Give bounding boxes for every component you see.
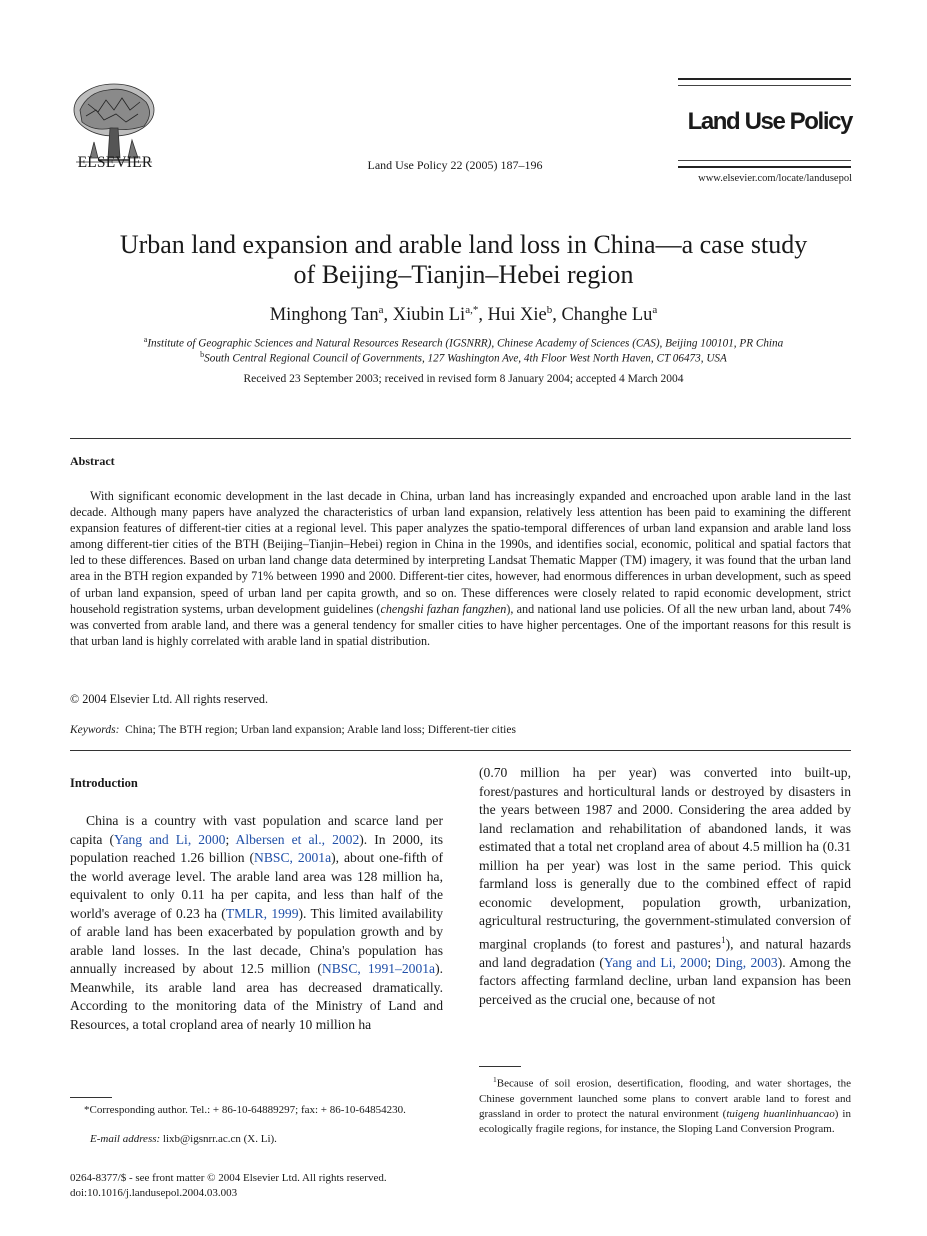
email-note [90,1133,277,1145]
section-divider [70,438,851,439]
article-history: Received 23 September 2003; received in revised form 8 January 2004; accepted 4 March 2004 [243,373,684,385]
email-label: E-mail address: [90,1133,161,1145]
text-run: ; [707,954,716,970]
journal-rule [678,85,851,86]
body-column-left [70,812,443,1034]
author-separator: , [478,305,488,326]
title-line: of Beijing–Tianjin–Hebei region [293,260,634,289]
corresponding-author-note: *Corresponding author. Tel.: + 86-10-64889297; fax: + 86-10-64854230. [84,1104,406,1116]
journal-rule [678,160,851,161]
publisher-name: ELSEVIER [77,154,153,171]
email-address[interactable]: lixb@igsnrr.ac.cn (X. Li). [162,1133,277,1145]
body-column-right [479,764,851,1009]
author-name[interactable]: Minghong Tan [269,305,379,326]
abstract-text-part: ), and national land use policies. Of all the new urban land, about 74% was converted from arable land, and there was a general tendency for smaller cities to have higher percentages. One of the important reasons for this result is that urban land is highly correlated with arable land in spatial distribution. [70,601,851,648]
footnote-mark: 1 [493,1075,497,1084]
abstract-text [70,488,851,649]
author-separator: , [552,305,562,326]
footnote-italic-term: tuigeng huanlinhuancao [726,1107,835,1120]
footnote-rule [479,1066,521,1067]
affiliation [60,350,867,365]
text-run: ). Meanwhile, its arable land area has decreased dramatically. According to the monitoring data of the Ministry of Land and Resources, a total cropland area of nearly 10 million ha [70,961,444,1032]
text-run: Because of soil erosion, desertification, flooding, and water shortages, the Chinese government launched some plans to convert arable land to forest and grassland in order to protect the natural environment ( [479,1077,851,1120]
citation-link[interactable]: Yang and Li, 2000 [114,831,226,847]
citation-link[interactable]: TMLR, 1999 [225,905,299,921]
affiliation-mark: b [200,350,205,359]
affiliation [60,335,867,350]
keywords-label: Keywords: [70,724,120,736]
paragraph [479,764,851,1009]
abstract-copyright: © 2004 Elsevier Ltd. All rights reserved. [70,692,269,706]
journal-url[interactable]: www.elsevier.com/locate/landusepol [698,173,852,184]
text-run: ), and natural hazards and land degradation ( [479,936,851,970]
author-affiliation-mark: a,* [465,304,479,316]
affiliation-text: South Central Regional Council of Governments, 127 Washington Ave, 4th Floor West North Haven, CT 06473, USA [204,352,727,365]
article-title [60,230,867,290]
author-name[interactable]: Hui Xie [487,305,547,326]
author-affiliation-mark: b [546,304,553,316]
author-list [60,304,867,326]
title-line: Urban land expansion and arable land loss in China—a case study [119,230,808,259]
abstract-text-part: With significant economic development in the last decade in China, urban land has increasingly expanded and encroached upon arable land in the last decade. Although many papers have analyzed the characteristics of urban land expansion, relatively less attention has been paid to examining the different expansion features of different-tier cities at a regional level. This paper analyzes the spatio-temporal differences of urban land expansion and arable land loss among different-tier cities of the BTH (Beijing–Tianjin–Hebei) region in China in the 1990s, and identifies social, economic, political and spatial factors that led to these differences. Based on urban land change data determined by interpreting Landsat Thematic Mapper (TM) imagery, it was found that the urban land area in the BTH region expanded by 71% between 1990 and 2000. Different-tier cites, however, had enormous differences in urban development, such as speed of urban land expansion, speed of urban land per capita growth, and so on. These differences were closely related to rapid economic development, strict household registration systems, urban development guidelines ( [70,489,851,616]
citation-link[interactable]: NBSC, 1991–2001a [321,961,436,976]
text-run: ; [225,831,236,847]
author-separator: , [383,305,393,326]
author-name[interactable]: Changhe Lu [561,305,653,326]
keywords-text: China; The BTH region; Urban land expansion; Arable land loss; Different-tier cities [125,724,516,736]
paragraph [70,812,443,1034]
issn-line: 0264-8377/$ - see front matter © 2004 Elsevier Ltd. All rights reserved. [70,1172,387,1184]
author-affiliation-mark: a [652,304,658,316]
affiliation-text: Institute of Geographic Sciences and Natural Resources Research (IGSNRR), Chinese Academy of Sciences (CAS), Beijing 100101, PR China [147,337,784,350]
footnote-rule [70,1097,112,1098]
text-run: (0.70 million ha per year) was converted into built-up, forest/pastures and horticultural lands or destroyed by disasters in the years between 1987 and 2000. Considering the area added by land reclamation and rehabilitation of abandoned lands, it was estimated that a total net cropland area of about 4.5 million ha (0.31 million ha per year) was lost in the same period. This quick farmland loss is generally due to the combined effect of rapid economic development, population growth, urbanization, agricultural restructuring, the government-stimulated conversion of marginal croplands (to forest and pastures [479,765,851,952]
doi-line[interactable]: doi:10.1016/j.landusepol.2004.03.003 [70,1187,238,1199]
text-run: ). In 2000, its population reached 1.26 billion ( [70,831,444,865]
text-run: ). This limited availability of arable land has been exacerbated by population growth and by arable land losses. In the last decade, China's population has annually increased by about 12.5 million ( [70,905,444,976]
author-affiliation-mark: a [378,304,384,316]
journal-title: Land Use Policy [687,108,852,135]
footnote-ref[interactable]: 1 [721,934,726,945]
section-divider [70,750,851,751]
text-run: China is a country with vast population and scarce land per capita ( [70,813,443,847]
journal-rule [678,166,851,168]
author-name[interactable]: Xiubin Li [392,305,466,326]
citation-link[interactable]: Ding, 2003 [715,954,778,970]
keywords [70,724,516,736]
citation-link[interactable]: Yang and Li, 2000 [603,954,708,970]
section-heading-introduction: Introduction [70,776,138,790]
citation-link[interactable]: NBSC, 2001a [254,850,332,865]
text-run: ). Among the factors affecting farmland decline, urban land expansion has been perceived as the crucial one, because of not [479,954,852,1007]
text-run: ), about one-fifth of the world average level. The arable land area was 128 million ha, equivalent to only 0.11 ha per capita, and less than half of the world's average of 0.23 ha ( [70,850,443,921]
affiliation-mark: a [143,335,148,344]
citation-link[interactable]: Albersen et al., 2002 [235,831,360,847]
abstract-italic-term: chengshi fazhan fangzhen [380,601,507,616]
journal-citation: Land Use Policy 22 (2005) 187–196 [367,158,543,172]
journal-rule [678,78,851,80]
text-run: ) in ecologically fragile regions, for instance, the Sloping Land Conversion Program. [479,1107,851,1135]
footnote-1 [479,1072,851,1137]
abstract-heading: Abstract [70,454,115,468]
